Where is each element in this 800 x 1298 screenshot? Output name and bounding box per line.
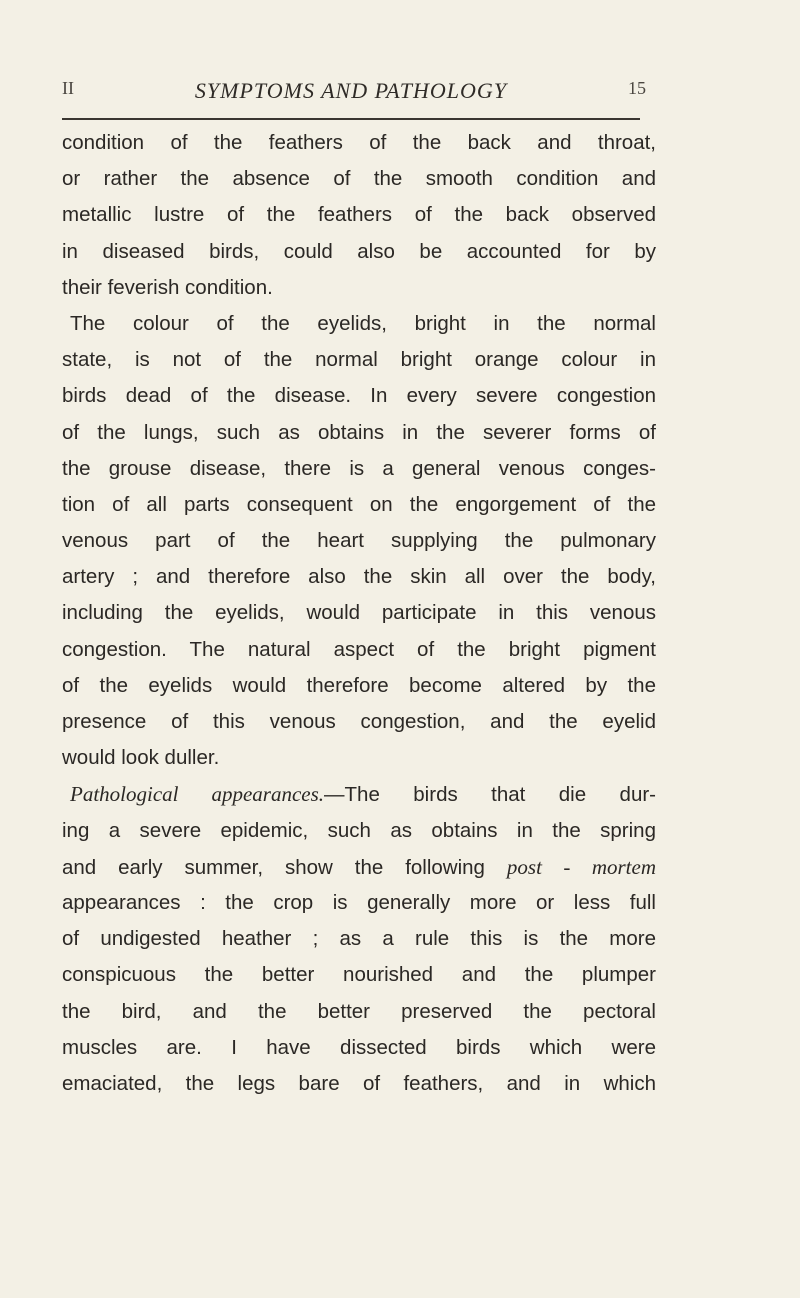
text-line: The colour of the eyelids, bright in the normal	[70, 311, 656, 335]
text-line-heading	[62, 776, 656, 812]
text-line: including the eyelids, would participate in this venous	[62, 601, 656, 625]
text-line: condition of the feathers of the back and throat,	[62, 131, 656, 154]
text-line: ing a severe epidemic, such as obtains in the spring	[62, 818, 656, 842]
heading-line-rest: —The birds that die dur-	[324, 783, 657, 807]
text-line: congestion. The natural aspect of the bright pigment	[62, 637, 656, 661]
text-line-post-mortem	[62, 849, 656, 885]
chapter-number: II	[62, 78, 74, 98]
text-line: in diseased birds, could also be accounted for by	[62, 239, 656, 263]
text-line: venous part of the heart supplying the pulmonary	[62, 529, 656, 553]
text-line: birds dead of the disease. In every severe congestion	[62, 384, 656, 408]
text-line: emaciated, the legs bare of feathers, and in which	[62, 1071, 656, 1095]
text-line: state, is not of the normal bright orange colour in	[62, 348, 656, 372]
text-line: appearances : the crop is generally more or less full	[62, 890, 656, 914]
header-rule	[62, 118, 640, 120]
text-line: would look duller.	[62, 746, 220, 770]
text-line: conspicuous the better nourished and the plumper	[62, 963, 656, 987]
page-number: 15	[628, 78, 646, 98]
text-line: artery ; and therefore also the skin all over the body,	[62, 565, 656, 589]
text-line: the grouse disease, there is a general venous conges-	[62, 456, 656, 480]
page-header	[62, 78, 646, 108]
post-mortem-line-lead: and early summer, show the following	[62, 855, 507, 879]
text-line: of the eyelids would therefore become altered by the	[62, 673, 656, 697]
text-line: of undigested heather ; as a rule this is the more	[62, 927, 656, 951]
running-title: SYMPTOMS AND PATHOLOGY	[194, 78, 508, 103]
text-line: the bird, and the better preserved the pectoral	[62, 999, 656, 1023]
text-line: metallic lustre of the feathers of the back observed	[62, 203, 656, 227]
text-line: tion of all parts consequent on the engorgement of the	[62, 492, 656, 516]
text-line: their feverish condition.	[62, 275, 273, 299]
text-line: presence of this venous congestion, and the eyelid	[62, 710, 656, 733]
pathological-heading: Pathological appearances.	[70, 782, 325, 807]
text-line: muscles are. I have dissected birds which were	[62, 1035, 656, 1059]
post-mortem-term: post - mortem	[506, 854, 656, 879]
text-line: or rather the absence of the smooth condition and	[62, 167, 656, 191]
body-text	[62, 125, 656, 1102]
text-line: of the lungs, such as obtains in the severer forms of	[62, 420, 656, 444]
